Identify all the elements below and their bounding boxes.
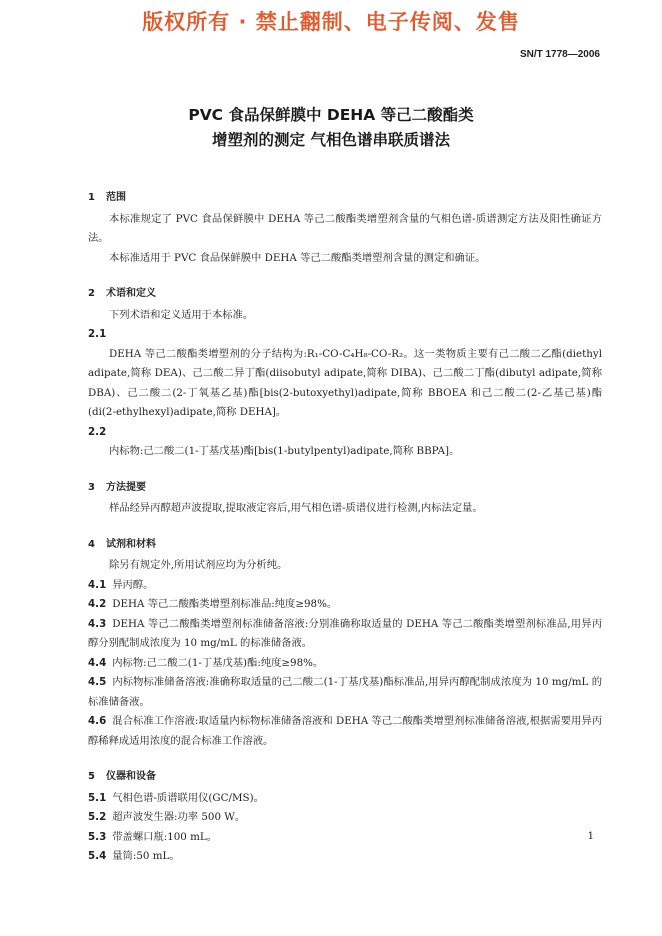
list-item [88,654,602,674]
item-text: 混合标准工作溶液:取适量内标物标准储备溶液和 DEHA 等己二酸酯类增塑剂标准储备溶液,根据需要用异丙醇稀释成适用浓度的混合标准工作溶液。 [88,715,602,747]
item-text: 带盖螺口瓶:100 mL。 [112,830,218,843]
list-item [88,828,602,848]
paragraph: 样品经异丙醇超声波提取,提取液定容后,用气相色谱-质谱仪进行检测,内标法定量。 [109,502,483,514]
item-text: DEHA 等己二酸酯类增塑剂标准品:纯度≥98%。 [112,598,338,610]
clause-number: 2.1 [88,328,107,340]
paragraph: 本标准规定了 PVC 食品保鲜膜中 DEHA 等己二酸酯类增塑剂含量的气相色谱-质谱测定方法及阳性确证方法。 [88,212,602,244]
section-heading-5 [88,767,602,787]
list-item [88,595,602,615]
document-title [0,103,662,153]
item-number: 4.6 [88,715,107,727]
section-number: 2 [88,288,95,299]
item-number: 5.4 [88,850,107,862]
item-number: 5.2 [88,811,107,823]
list-item [88,576,602,596]
item-text: DEHA 等己二酸酯类增塑剂标准储备溶液:分别准确称取适量的 DEHA 等己二酸酯类增塑剂标准品,用异丙醇分别配制成浓度为 10 mg/mL 的标准储备液。 [88,617,602,649]
item-number: 4.4 [88,656,107,669]
section-title: 方法提要 [106,481,146,493]
item-text: 内标物标准储备溶液:准确称取适量的己二酸二(1-丁基戊基)酯标准品,用异丙醇配制成浓度为 10 mg/mL 的标准储备液。 [88,676,602,708]
item-text: 超声波发生器:功率 500 W。 [112,811,246,823]
paragraph: DEHA 等己二酸酯类增塑剂的分子结构为:R₁-CO-C₄H₈-CO-R₂。这一类物质主要有己二酸二乙酯(diethyl adipate,简称 DEA)、己二酸二异丁酯(diisobutyl adipate,简称 DIBA)、己二酸二丁酯(dibutyl adipate,简称 DBA)、己二酸二(2-丁氧基乙基)酯[bis(2-butoxyethyl)adipate,简称 BBOEA 和己二酸二(2-乙基己基)酯(di(2-ethylhexyl)adipate,简称 DEHA]。 [88,347,602,418]
item-text: 异丙醇。 [112,578,154,591]
list-item [88,789,602,809]
section-number: 1 [88,192,95,203]
item-text: 气相色谱-质谱联用仪(GC/MS)。 [112,791,264,804]
list-item [88,712,602,751]
list-item [88,847,602,867]
item-number: 4.2 [88,598,107,610]
list-item [88,808,602,828]
section-number: 4 [88,538,95,550]
list-item [88,673,602,712]
section-heading-1 [88,188,602,208]
standard-code [520,49,600,60]
item-number: 4.1 [88,578,107,591]
item-text: 量筒:50 mL。 [112,850,180,862]
paragraph: 本标准适用于 PVC 食品保鲜膜中 DEHA 等己二酸酯类增塑剂含量的测定和确证。 [109,251,486,264]
standard-code-text: SN/T 1778—2006 [519,49,600,60]
page-number: 1 [587,831,594,842]
item-number: 5.1 [88,791,107,804]
paragraph: 除另有规定外,所用试剂应均为分析纯。 [109,559,288,571]
clause-number: 2.2 [88,425,107,438]
section-title: 范围 [106,192,126,203]
document-body [88,184,602,867]
paragraph: 内标物:己二酸二(1-丁基戊基)酯[bis(1-butylpentyl)adipate,简称 BBPA]。 [109,445,460,457]
section-number: 5 [88,771,95,782]
title-line-2: 增塑剂的测定 气相色谱串联质谱法 [212,131,450,149]
item-number: 4.3 [88,617,107,630]
item-number: 4.5 [88,676,107,688]
section-title: 仪器和设备 [106,771,156,782]
list-item [88,615,602,654]
title-line-1: PVC 食品保鲜膜中 DEHA 等己二酸酯类 [188,106,474,124]
section-heading-4 [88,535,602,555]
section-title: 术语和定义 [106,288,156,299]
item-number: 5.3 [88,830,107,843]
item-text: 内标物:己二酸二(1-丁基戊基)酯:纯度≥98%。 [112,656,324,669]
copyright-watermark: 版权所有 · 禁止翻制、电子传阅、发售 [142,10,520,34]
paragraph: 下列术语和定义适用于本标准。 [109,308,254,321]
section-number: 3 [88,481,95,493]
section-heading-2 [88,284,602,304]
section-title: 试剂和材料 [106,538,156,550]
section-heading-3 [88,478,602,498]
